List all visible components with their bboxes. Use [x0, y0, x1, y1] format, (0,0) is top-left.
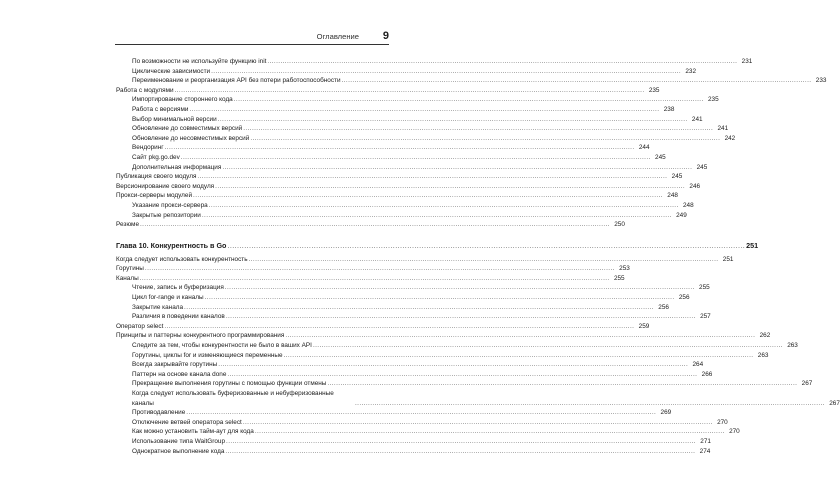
toc-leader-dots	[267, 57, 737, 67]
toc-leader-dots	[218, 115, 688, 125]
toc-leader-dots	[140, 274, 610, 284]
toc-entry-title: Чтение, запись и буферизация	[132, 284, 224, 292]
toc-leader-dots	[165, 143, 635, 153]
toc-leader-dots	[227, 370, 697, 380]
toc-entry-title: Закрытие канала	[132, 303, 184, 311]
toc-subsection-entry	[116, 360, 704, 370]
toc-entry-title: Следите за тем, чтобы конкурентности не было в ваших API	[132, 342, 312, 350]
toc-page-number: 271	[700, 437, 711, 445]
toc-subsection-entry	[116, 427, 740, 437]
toc-page-number: 274	[699, 447, 711, 455]
page-number: 9	[382, 30, 389, 42]
toc-page-number: 249	[676, 211, 687, 219]
toc-leader-dots	[211, 67, 681, 77]
toc-entry-title: Оператор select	[116, 322, 164, 330]
toc-page-number: 238	[663, 105, 675, 113]
toc-subsection-entry	[116, 283, 710, 293]
toc-subsection-entry	[116, 76, 827, 86]
toc-entry-title: Противодавление	[132, 409, 186, 417]
toc-subsection-entry	[116, 447, 711, 457]
toc-entry-title: По возможности не используйте функцию init	[132, 58, 267, 65]
toc-leader-dots	[313, 341, 783, 351]
toc-entry-title: Отключение ветвей оператора select	[132, 418, 242, 426]
toc-subsection-entry	[116, 115, 703, 125]
toc-subsection-entry	[116, 153, 666, 163]
toc-leader-dots	[243, 124, 713, 134]
toc-entry-title: Всегда закрывайте горутины	[132, 361, 218, 369]
toc-page-number: 248	[667, 192, 678, 200]
toc-page-number: 266	[701, 370, 713, 378]
toc-subsection-entry	[116, 312, 711, 322]
toc-entry-title: Обновление до совместимых версий	[132, 125, 243, 133]
toc-entry-title: Указание прокси-сервера	[132, 201, 208, 209]
toc-leader-dots	[209, 201, 679, 211]
toc-entry-title: Когда следует использовать буферизованные и небуферизованные каналы	[132, 390, 334, 407]
toc-page-number: 255	[699, 284, 710, 292]
toc-leader-dots	[249, 255, 719, 265]
toc-subsection-entry	[116, 418, 728, 428]
toc-page-number: 263	[757, 351, 769, 359]
toc-page-number: 241	[717, 125, 729, 133]
toc-leader-dots	[175, 86, 645, 96]
toc-entry-title: Горутины, циклы for и изменяющиеся переменные	[132, 351, 283, 359]
toc-page-number: 246	[689, 182, 701, 190]
toc-subsection-entry	[116, 293, 690, 303]
toc-entry-title: Различия в поведении каналов	[132, 313, 225, 321]
toc-leader-dots	[243, 418, 713, 428]
toc-leader-dots	[355, 399, 825, 409]
toc-subsection-entry	[116, 143, 650, 153]
toc-leader-dots	[215, 182, 685, 192]
toc-subsection-entry	[116, 105, 675, 115]
toc-section-entry	[116, 322, 650, 332]
toc-leader-dots	[205, 293, 675, 303]
toc-page-number: 270	[717, 418, 728, 426]
header-rule	[115, 44, 389, 45]
toc-section-entry	[116, 255, 734, 265]
toc-page-number: 245	[696, 163, 708, 171]
toc-subsection-entry	[116, 303, 669, 313]
toc-section-entry	[116, 86, 660, 96]
toc-entry-title: Сайт pkg.go.dev	[132, 153, 180, 161]
toc-section-entry	[116, 264, 630, 274]
toc-leader-dots	[226, 312, 696, 322]
toc-page-number: 233	[815, 77, 827, 85]
toc-leader-dots	[202, 211, 672, 221]
toc-subsection-entry	[116, 408, 672, 418]
toc-entry-title: Циклические зависимости	[132, 67, 211, 75]
toc-entry-title: Переименование и реорганизация API без потери работоспособности	[132, 77, 341, 85]
toc-page-number: 231	[741, 58, 753, 65]
toc-leader-dots	[226, 437, 696, 447]
toc-leader-dots	[327, 379, 797, 389]
toc-leader-dots	[222, 163, 692, 173]
toc-entry-title: Работа с модулями	[116, 86, 174, 94]
toc-page-number: 232	[685, 67, 697, 75]
toc-section-entry	[116, 191, 678, 201]
toc-leader-dots	[186, 408, 656, 418]
toc-entry-title: Выбор минимальной версии	[132, 115, 217, 123]
toc-leader-dots	[250, 134, 720, 144]
toc-subsection-entry	[116, 201, 694, 211]
toc-subsection-entry	[116, 163, 708, 173]
toc-entry-title: Каналы	[116, 274, 139, 282]
toc-subsection-entry	[116, 67, 697, 77]
toc-leader-dots	[181, 153, 651, 163]
toc-entry-title: Прекращение выполнения горутины с помощью функции отмены	[132, 380, 327, 388]
toc-page-number: 257	[700, 313, 711, 321]
toc-entry-title: Использование типа WaitGroup	[132, 437, 226, 445]
toc-leader-dots	[145, 264, 615, 274]
toc-subsection-entry	[116, 124, 729, 134]
toc-section-entry	[116, 172, 683, 182]
toc-subsection-entry	[116, 134, 736, 144]
toc-leader-dots	[342, 76, 812, 86]
toc-page-number: 251	[722, 255, 734, 263]
toc-entry-title: Как можно установить тайм-аут для кода	[132, 428, 254, 436]
toc-page-number: 256	[678, 294, 690, 302]
toc-page-number: 259	[638, 322, 650, 330]
toc-page-number: 262	[759, 332, 771, 340]
toc-leader-dots	[255, 427, 725, 437]
toc-entry-title: Резюме	[116, 221, 139, 229]
toc-entry-title: Принципы и паттерны конкурентного программирования	[116, 332, 285, 340]
toc-leader-dots	[225, 447, 695, 457]
toc-page-number: 270	[729, 428, 740, 436]
toc-leader-dots	[284, 351, 754, 361]
toc-leader-dots	[184, 303, 654, 313]
toc-section-entry	[116, 182, 701, 192]
toc-leader-dots	[189, 105, 659, 115]
toc-page-number: 267	[801, 380, 813, 388]
chapter-title: Глава 10. Конкурентность в Go	[116, 240, 227, 250]
toc-leader-dots	[218, 360, 688, 370]
toc-subsection-entry	[116, 379, 813, 389]
toc-subsection-entry	[116, 351, 769, 361]
toc-entry-title: Закрытые репозитории	[132, 211, 201, 219]
toc-subsection-entry	[116, 370, 713, 380]
toc-entry-title: Версионирование своего модуля	[116, 182, 215, 190]
toc-leader-dots	[140, 220, 610, 230]
toc-section-entry	[116, 331, 771, 341]
toc-subsection-entry	[116, 437, 711, 447]
running-header	[115, 31, 389, 45]
toc-entry-title: Прокси-серверы модулей	[116, 192, 193, 200]
toc-entry-title: Обновление до несовместимых версий	[132, 134, 250, 142]
toc-page-number: 253	[619, 265, 630, 273]
toc-page-number: 248	[682, 201, 694, 209]
toc-leader-dots	[234, 95, 704, 105]
toc-page-number: 244	[638, 144, 650, 152]
toc-page-number: 269	[660, 409, 672, 417]
toc-leader-dots	[164, 322, 634, 332]
toc-entry-title: Работа с версиями	[132, 105, 189, 113]
toc-entry-title: Однократное выполнение кода	[132, 447, 225, 455]
toc-page-number: 255	[613, 274, 625, 282]
toc-page-number: 264	[692, 361, 704, 369]
toc-entry-title: Горутины	[116, 265, 144, 273]
toc-page-number: 235	[648, 86, 660, 94]
toc-page-number: 245	[671, 173, 683, 181]
toc-page-number: 256	[658, 303, 669, 311]
toc-page-number: 263	[787, 342, 798, 350]
toc-entry-title: Импортирование стороннего кода	[132, 96, 233, 104]
toc-entry-title: Вендоринг	[132, 144, 164, 152]
toc-page-number: 245	[655, 153, 666, 161]
toc-entry-title: Публикация своего модуля	[116, 173, 197, 181]
toc-subsection-entry	[116, 389, 840, 408]
toc-subsection-entry	[116, 57, 753, 67]
toc-page-number: 235	[708, 96, 719, 104]
toc-section-entry	[116, 274, 625, 284]
toc-page-number: 242	[724, 134, 736, 142]
toc-page-number: 250	[614, 221, 625, 229]
toc-entry-title: Когда следует использовать конкурентность	[116, 255, 248, 263]
toc-leader-dots	[197, 172, 667, 182]
toc-subsection-entry	[116, 95, 719, 105]
toc-chapter-entry	[116, 240, 759, 252]
toc-subsection-entry	[116, 341, 798, 351]
toc-page-number: 241	[691, 115, 703, 123]
toc-entry-title: Паттерн на основе канала done	[132, 370, 227, 378]
running-header-title: Оглавление	[316, 32, 359, 41]
toc-page-number: 267	[829, 399, 840, 407]
toc-leader-dots	[225, 283, 695, 293]
toc-subsection-entry	[116, 211, 687, 221]
table-of-contents	[116, 57, 840, 456]
chapter-page-number: 251	[746, 240, 759, 250]
toc-leader-dots	[227, 240, 745, 252]
toc-leader-dots	[193, 191, 663, 201]
toc-section-entry	[116, 220, 625, 230]
toc-leader-dots	[285, 331, 755, 341]
toc-entry-title: Дополнительная информация	[132, 163, 222, 171]
toc-entry-title: Цикл for-range и каналы	[132, 294, 204, 302]
